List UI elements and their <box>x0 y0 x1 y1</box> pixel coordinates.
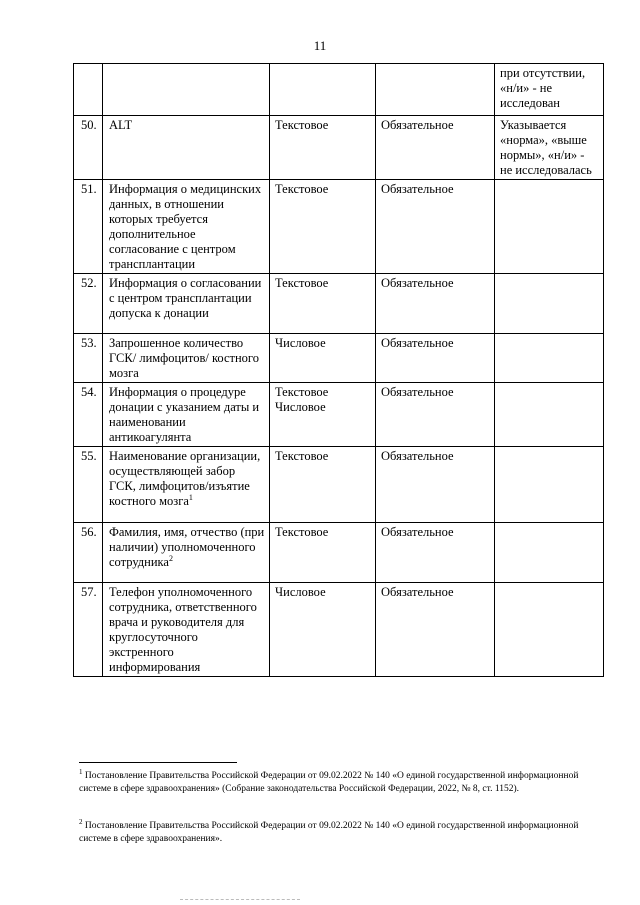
field-required: Обязательное <box>376 583 495 677</box>
field-required <box>376 64 495 116</box>
field-name-text: Наименование организации, осуществляющей забор ГСК, лимфоцитов/изъятие костного мозга <box>109 449 261 508</box>
footnote-text: Постановление Правительства Российской Федерации от 09.02.2022 № 140 «О единой государственной информационной системе в сфере здравоохранения» (Собрание законодательства Российской Федерации, 2022, № 8, ст. 1152). <box>79 771 579 794</box>
field-name <box>103 447 270 523</box>
row-number: 55. <box>74 447 103 523</box>
field-note <box>495 583 604 677</box>
field-type: Текстовое <box>270 180 376 274</box>
row-number: 57. <box>74 583 103 677</box>
field-note: при отсутствии, «н/и» - не исследован <box>495 64 604 116</box>
footnote-mark: 2 <box>79 817 83 826</box>
field-note <box>495 447 604 523</box>
field-name: Запрошенное количество ГСК/ лимфоцитов/ костного мозга <box>103 334 270 383</box>
field-note <box>495 334 604 383</box>
footnote-ref: 2 <box>168 553 173 563</box>
field-name <box>103 64 270 116</box>
field-type: Текстовое <box>270 523 376 583</box>
row-number: 54. <box>74 383 103 447</box>
field-type: Числовое <box>270 583 376 677</box>
field-note <box>495 274 604 334</box>
row-number: 56. <box>74 523 103 583</box>
row-number: 53. <box>74 334 103 383</box>
table-row <box>74 447 604 523</box>
table-row <box>74 180 604 274</box>
field-name: ALT <box>103 116 270 180</box>
data-fields-table <box>73 63 604 677</box>
footnote-2 <box>79 817 609 846</box>
field-type: Текстовое <box>270 274 376 334</box>
field-required: Обязательное <box>376 180 495 274</box>
table-row <box>74 383 604 447</box>
footnote-ref: 1 <box>188 492 193 502</box>
table-row <box>74 583 604 677</box>
row-number: 52. <box>74 274 103 334</box>
row-number: 50. <box>74 116 103 180</box>
table-row <box>74 116 604 180</box>
field-required: Обязательное <box>376 383 495 447</box>
page-number: 11 <box>313 38 327 53</box>
field-type: Текстовое <box>270 116 376 180</box>
field-note <box>495 523 604 583</box>
field-type: Текстовое Числовое <box>270 383 376 447</box>
field-required: Обязательное <box>376 274 495 334</box>
field-required: Обязательное <box>376 523 495 583</box>
field-note <box>495 180 604 274</box>
table-row <box>74 334 604 383</box>
field-type: Числовое <box>270 334 376 383</box>
field-name: Телефон уполномоченного сотрудника, ответственного врача и руководителя для круглосуточного экстренного информирования <box>103 583 270 677</box>
field-name <box>103 523 270 583</box>
field-note <box>495 383 604 447</box>
table-row <box>74 523 604 583</box>
scan-artifact <box>180 899 300 900</box>
table-row <box>74 274 604 334</box>
footnote-text: Постановление Правительства Российской Федерации от 09.02.2022 № 140 «О единой государственной информационной системе в сфере здравоохранения». <box>79 821 579 844</box>
field-type <box>270 64 376 116</box>
footnote-mark: 1 <box>79 767 83 776</box>
field-note: Указывается «норма», «выше нормы», «н/и» - не исследовалась <box>495 116 604 180</box>
field-required: Обязательное <box>376 334 495 383</box>
field-required: Обязательное <box>376 447 495 523</box>
row-number <box>74 64 103 116</box>
field-required: Обязательное <box>376 116 495 180</box>
footnote-divider <box>79 762 237 763</box>
field-name: Информация о медицинских данных, в отношении которых требуется дополнительное согласование с центром трансплантации <box>103 180 270 274</box>
field-name: Информация о согласовании с центром трансплантации допуска к донации <box>103 274 270 334</box>
field-name-text: Фамилия, имя, отчество (при наличии) уполномоченного сотрудника <box>109 525 265 569</box>
field-name: Информация о процедуре донации с указанием даты и наименовании антикоагулянта <box>103 383 270 447</box>
row-number: 51. <box>74 180 103 274</box>
field-type: Текстовое <box>270 447 376 523</box>
footnote-1 <box>79 767 609 796</box>
table-row <box>74 64 604 116</box>
